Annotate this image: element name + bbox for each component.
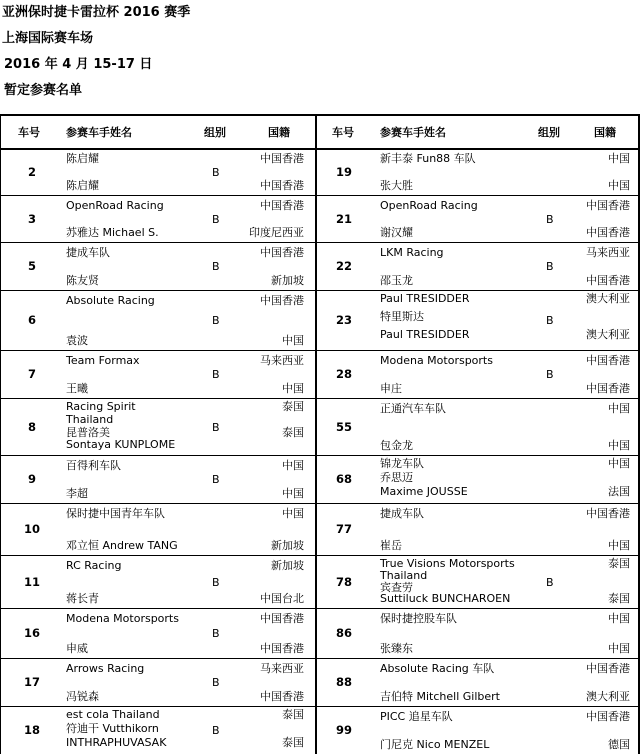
nationality: 马来西亚 [586,246,630,259]
nationality: 中国香港 [260,690,304,703]
team-driver-name: 捷成车队 [380,507,424,520]
class-group: B [212,165,220,179]
team-driver-name: 新丰泰 Fun88 车队 [380,152,476,165]
team-driver-name: Racing Spirit [66,400,136,413]
nationality: 泰国 [282,400,304,413]
nationality: 中国香港 [586,226,630,239]
nationality: 中国 [282,459,304,472]
nationality: 中国 [608,612,630,625]
nationality: 中国香港 [260,179,304,192]
team-driver-name: 李超 [66,487,88,500]
team-driver-name: True Visions Motorsports [380,557,515,570]
car-number: 88 [335,675,352,689]
nationality: 印度尼西亚 [249,226,304,239]
nationality: 中国台北 [260,592,304,605]
nationality: 泰国 [282,708,304,721]
nationality: 中国 [608,179,630,192]
nationality: 中国 [282,382,304,395]
nationality: 中国 [608,152,630,165]
nationality: 泰国 [608,557,630,570]
team-driver-name: Thailand [380,568,428,582]
team-driver-name: 陈启耀 [66,152,99,165]
col-group-header-right: 组别 [538,126,560,139]
class-group: B [546,368,554,381]
event-title: 亚洲保时捷卡雷拉杯 2016 赛季 [2,5,191,20]
team-driver-name: 捷成车队 [66,246,110,259]
row-rule [0,195,640,196]
nationality: 中国香港 [586,274,630,287]
team-driver-name: 符迪干 Vutthikorn [66,722,159,735]
class-group: B [546,260,554,273]
team-driver-name: LKM Racing [380,246,444,259]
nationality: 澳大利亚 [586,328,630,341]
col-number-header-right: 车号 [332,126,354,139]
team-driver-name: 昆普洛美 [66,425,110,439]
row-rule [0,608,640,609]
nationality: 中国 [608,539,630,552]
team-driver-name: 宾查劳 [380,580,413,594]
car-number: 7 [27,367,36,381]
car-number: 17 [23,675,40,689]
nationality: 马来西亚 [260,662,304,675]
car-number: 2 [27,164,36,179]
col-driver-header: 参赛车手姓名 [66,126,132,139]
row-rule [0,555,640,556]
table-border-top [0,114,640,116]
team-driver-name: Modena Motorsports [380,354,493,367]
nationality: 澳大利亚 [586,690,630,703]
car-number: 8 [27,419,36,434]
nationality: 新加坡 [271,539,304,552]
list-title: 暂定参赛名单 [4,83,83,98]
team-driver-name: Paul TRESIDDER [380,328,470,341]
nationality: 中国香港 [260,612,304,625]
team-driver-name: est cola Thailand [66,708,160,721]
car-number: 21 [335,211,352,226]
nationality: 中国 [282,487,304,500]
nationality: 中国香港 [260,152,304,165]
nationality: 中国香港 [586,199,630,212]
class-group: B [212,724,220,737]
team-driver-name: 张臻东 [380,642,413,655]
nationality: 中国 [282,507,304,520]
nationality: 中国 [608,439,630,452]
col-driver-header-right: 参赛车手姓名 [380,126,446,139]
team-driver-name: 百得利车队 [66,459,121,472]
team-driver-name: Thailand [66,412,114,426]
team-driver-name: 正通汽车车队 [380,402,446,415]
car-number: 6 [27,313,36,327]
car-number: 68 [335,472,352,486]
col-nationality-header: 国籍 [268,126,290,139]
row-rule [0,242,640,243]
team-driver-name: 陈友贤 [66,274,99,287]
car-number: 19 [335,164,352,179]
class-group: B [212,368,220,381]
nationality: 法国 [608,485,630,498]
team-driver-name: 陈启耀 [66,179,99,192]
nationality: 泰国 [282,425,304,439]
nationality: 中国 [608,642,630,655]
car-number: 22 [335,259,352,273]
event-date: 2016 年 4 月 15-17 日 [4,57,153,72]
nationality: 泰国 [282,736,304,749]
car-number: 99 [335,723,352,737]
nationality: 中国 [608,402,630,415]
class-group: B [546,212,554,226]
class-group: B [212,473,220,486]
nationality: 中国香港 [586,710,630,723]
team-driver-name: Sontaya KUNPLOME [66,438,176,452]
class-group: B [212,212,220,226]
team-driver-name: 特里斯达 [380,310,424,323]
row-rule [0,455,640,456]
class-group: B [212,676,220,689]
car-number: 86 [335,626,352,640]
team-driver-name: 张大胜 [380,179,413,192]
header-rule [0,148,640,150]
team-driver-name: 王曦 [66,382,88,395]
team-driver-name: Absolute Racing [66,294,155,307]
nationality: 中国 [282,334,304,347]
team-driver-name: Modena Motorsports [66,612,179,625]
nationality: 中国香港 [586,662,630,675]
team-driver-name: RC Racing [66,559,122,572]
team-driver-name: 保时捷中国青年车队 [66,507,165,520]
team-driver-name: OpenRoad Racing [66,199,164,212]
team-driver-name: 吉伯特 Mitchell Gilbert [380,690,500,703]
class-group: B [546,314,554,327]
team-driver-name: PICC 追星车队 [380,710,453,723]
car-number: 3 [27,211,36,226]
nationality: 新加坡 [271,559,304,572]
car-number: 10 [23,522,40,536]
nationality: 中国香港 [586,382,630,395]
row-rule [0,398,640,399]
team-driver-name: 邵玉龙 [380,274,413,287]
team-driver-name: 袁波 [66,334,88,347]
team-driver-name: 邓立恒 Andrew TANG [66,539,178,552]
car-number: 5 [27,259,36,273]
car-number: 28 [335,367,352,381]
col-group-header: 组别 [204,126,226,139]
class-group: B [212,260,220,273]
car-number: 16 [23,626,40,640]
nationality: 中国香港 [260,199,304,212]
team-driver-name: 崔岳 [380,539,402,552]
col-nationality-header-right: 国籍 [594,126,616,139]
team-driver-name: Maxime JOUSSE [380,485,468,498]
row-rule [0,350,640,351]
team-driver-name: Team Formax [66,354,140,367]
row-rule [0,503,640,504]
class-group: B [212,420,220,434]
entry-list-table [0,114,640,754]
car-number: 55 [335,419,352,434]
team-driver-name: 乔思迈 [380,471,413,484]
row-rule [0,658,640,659]
team-driver-name: INTHRAPHUVASAK [66,736,167,749]
team-driver-name: Paul TRESIDDER [380,292,470,305]
team-driver-name: OpenRoad Racing [380,199,478,212]
team-driver-name: 申庄 [380,382,402,395]
car-number: 78 [335,574,352,589]
nationality: 中国香港 [586,507,630,520]
nationality: 泰国 [608,592,630,606]
team-driver-name: 门尼克 Nico MENZEL [380,738,490,751]
team-driver-name: 锦龙车队 [380,457,424,470]
row-rule [0,290,640,291]
row-rule [0,706,640,707]
nationality: 新加坡 [271,274,304,287]
class-group: B [212,314,220,327]
nationality: 中国香港 [260,642,304,655]
class-group: B [212,575,220,589]
nationality: 中国香港 [260,246,304,259]
nationality: 澳大利亚 [586,292,630,305]
team-driver-name: 冯锐森 [66,690,99,703]
team-driver-name: 申威 [66,642,88,655]
team-driver-name: 包金龙 [380,439,413,452]
team-driver-name: Arrows Racing [66,662,145,675]
venue: 上海国际赛车场 [2,31,94,46]
team-driver-name: 苏雅达 Michael S. [66,226,159,239]
nationality: 中国香港 [260,294,304,307]
team-driver-name: 保时捷控股车队 [380,612,457,625]
team-driver-name: 谢汉耀 [380,226,413,239]
car-number: 11 [23,574,40,589]
car-number: 77 [335,522,352,536]
car-number: 23 [335,313,352,327]
class-group: B [546,575,554,589]
nationality: 中国香港 [586,354,630,367]
car-number: 18 [23,723,40,737]
team-driver-name: Suttiluck BUNCHAROEN [380,592,511,606]
team-driver-name: Absolute Racing 车队 [380,662,495,675]
nationality: 马来西亚 [260,354,304,367]
nationality: 中国 [608,457,630,470]
nationality: 德国 [608,738,630,751]
class-group: B [212,627,220,640]
team-driver-name: 蒋长青 [66,592,99,605]
car-number: 9 [27,472,36,486]
col-number-header: 车号 [18,126,40,139]
